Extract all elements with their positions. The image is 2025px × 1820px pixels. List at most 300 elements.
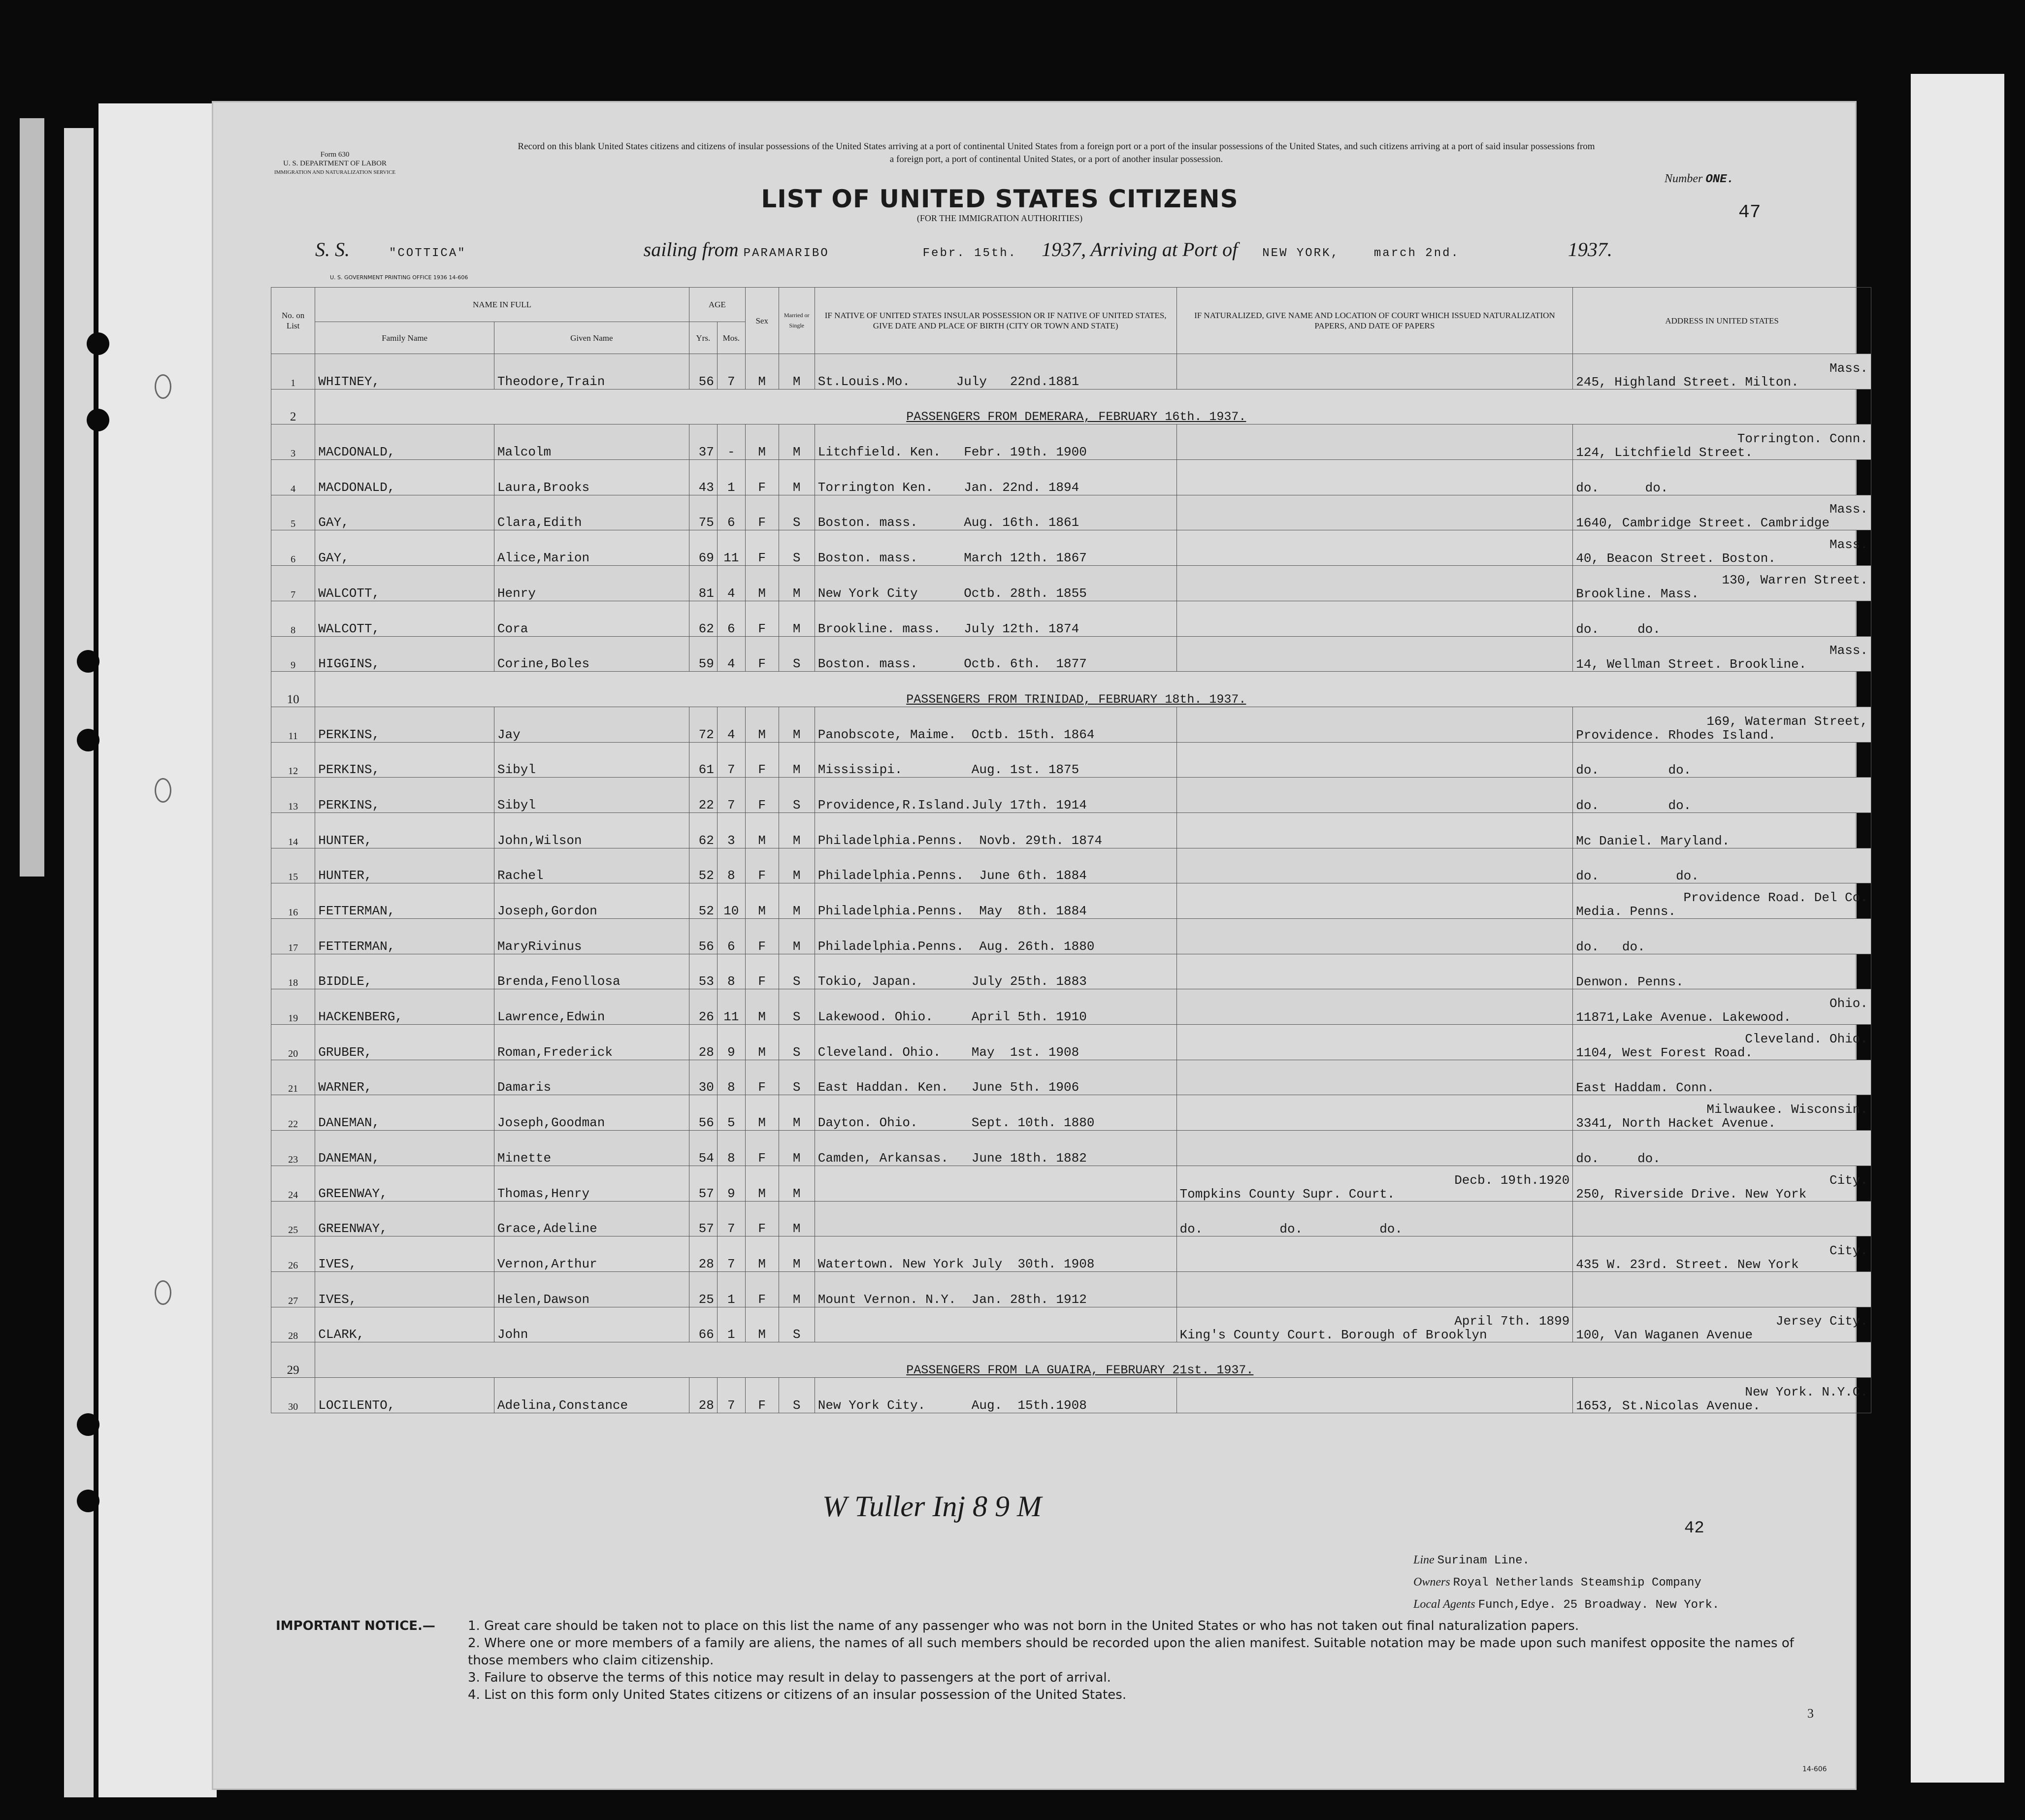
table-row <box>271 1060 1871 1095</box>
manifest-sheet <box>212 101 1868 1790</box>
address <box>1573 1166 1871 1201</box>
address <box>1573 1307 1871 1342</box>
marital-status: M <box>779 566 815 601</box>
naturalization-info <box>1176 812 1573 848</box>
marital-status: S <box>779 989 815 1025</box>
table-row <box>271 1025 1871 1060</box>
age-years: 62 <box>689 812 717 848</box>
table-row <box>271 601 1871 636</box>
family-name: PERKINS, <box>315 742 494 778</box>
birth-info <box>815 1201 1176 1236</box>
address <box>1573 601 1871 636</box>
port-from: PARAMARIBO <box>743 247 829 260</box>
given-name: Theodore,Train <box>494 354 689 390</box>
marital-status: S <box>779 954 815 989</box>
family-name: LOCILENTO, <box>315 1377 494 1413</box>
number-label: Number <box>1665 172 1703 185</box>
naturalization-info <box>1176 530 1573 566</box>
family-name: GAY, <box>315 495 494 530</box>
birth-info: Philadelphia.Penns. May 8th. 1884 <box>815 883 1176 919</box>
header-sex: Sex <box>745 288 779 354</box>
given-name: Henry <box>494 566 689 601</box>
section-heading: PASSENGERS FROM DEMERARA, FEBRUARY 16th. 1937. <box>315 389 1871 424</box>
marital-status: S <box>779 1307 815 1342</box>
birth-info: Dayton. Ohio. Sept. 10th. 1880 <box>815 1095 1176 1131</box>
sex: M <box>745 707 779 742</box>
page-mark: 42 <box>1684 1519 1704 1538</box>
address-line-2: do. do. <box>1576 869 1699 883</box>
marital-status: M <box>779 707 815 742</box>
marital-status: M <box>779 883 815 919</box>
address <box>1573 1025 1871 1060</box>
age-months: 7 <box>717 354 745 390</box>
family-name: FETTERMAN, <box>315 919 494 954</box>
corner-mark: 3 <box>1807 1706 1814 1721</box>
birth-info: Providence,R.Island.July 17th. 1914 <box>815 778 1176 813</box>
age-months: 4 <box>717 707 745 742</box>
sex: M <box>745 989 779 1025</box>
year-from: 1937 <box>1042 238 1081 260</box>
marital-status: M <box>779 1095 815 1131</box>
marital-status: M <box>779 1166 815 1201</box>
given-name: Laura,Brooks <box>494 460 689 495</box>
header-no: No. on List <box>271 288 315 354</box>
naturalization-info <box>1176 1131 1573 1166</box>
address-line-1: Mass. <box>1829 643 1868 658</box>
owners-field <box>1413 1576 1701 1590</box>
address-line-2: do. do. <box>1576 621 1661 636</box>
row-number: 8 <box>271 601 315 636</box>
age-years: 57 <box>689 1166 717 1201</box>
family-name: PERKINS, <box>315 778 494 813</box>
age-months: 9 <box>717 1166 745 1201</box>
address-line-1: Torrington. Conn. <box>1737 431 1868 447</box>
address-line-1: Milwaukee. Wisconsin. <box>1706 1102 1868 1117</box>
marital-status: M <box>779 1131 815 1166</box>
address-line-2: Providence. Rhodes Island. <box>1576 727 1776 743</box>
port-to: NEW YORK, <box>1262 247 1339 260</box>
address <box>1573 707 1871 742</box>
family-name: MACDONALD, <box>315 460 494 495</box>
arriving-label: Arriving at Port of <box>1090 238 1238 260</box>
age-months: 3 <box>717 812 745 848</box>
header-family: Family Name <box>315 322 494 354</box>
naturalization-info <box>1176 883 1573 919</box>
binder-edge-left <box>20 118 44 877</box>
given-name: Lawrence,Edwin <box>494 989 689 1025</box>
binder-margin <box>98 103 217 1797</box>
birth-info: St.Louis.Mo. July 22nd.1881 <box>815 354 1176 390</box>
family-name: BIDDLE, <box>315 954 494 989</box>
address-line-1: City. <box>1829 1243 1868 1258</box>
header-naturalized: IF NATURALIZED, GIVE NAME AND LOCATION OF COURT WHICH ISSUED NATURALIZATION PAPERS, AND DATE OF PAPERS <box>1176 288 1573 354</box>
notice-heading: IMPORTANT NOTICE.— <box>276 1619 435 1633</box>
address <box>1573 495 1871 530</box>
address-line-2: 3341, North Hacket Avenue. <box>1576 1116 1776 1131</box>
naturalization-court: Tompkins County Supr. Court. <box>1179 1186 1395 1201</box>
given-name: Sibyl <box>494 742 689 778</box>
sex: F <box>745 1060 779 1095</box>
given-name: Grace,Adeline <box>494 1201 689 1236</box>
table-row <box>271 919 1871 954</box>
naturalization-info <box>1176 989 1573 1025</box>
address <box>1573 1236 1871 1272</box>
family-name: WARNER, <box>315 1060 494 1095</box>
given-name: Jay <box>494 707 689 742</box>
age-years: 61 <box>689 742 717 778</box>
ship-name: "COTTICA" <box>389 247 466 260</box>
family-name: HIGGINS, <box>315 636 494 672</box>
row-number: 7 <box>271 566 315 601</box>
age-months: 4 <box>717 636 745 672</box>
address <box>1573 848 1871 883</box>
birth-info: Boston. mass. Octb. 6th. 1877 <box>815 636 1176 672</box>
family-name: WHITNEY, <box>315 354 494 390</box>
section-heading: PASSENGERS FROM LA GUAIRA, FEBRUARY 21st. 1937. <box>315 1342 1871 1378</box>
given-name: Roman,Frederick <box>494 1025 689 1060</box>
age-months: 1 <box>717 1307 745 1342</box>
punch-hole <box>87 332 109 355</box>
voyage-line: S. S. "COTTICA" sailing from PARAMARIBO Febr. 15th. 1937, Arriving at Port of NEW YORK, march 2nd. 1937. <box>315 238 1612 260</box>
address-line-2: 435 W. 23rd. Street. New York <box>1576 1257 1799 1272</box>
sex: F <box>745 778 779 813</box>
line-field <box>1413 1554 1530 1567</box>
marital-status: M <box>779 742 815 778</box>
punch-hole <box>77 729 99 751</box>
address <box>1573 1095 1871 1131</box>
marital-status: M <box>779 919 815 954</box>
address-line-2: 1640, Cambridge Street. Cambridge <box>1576 516 1830 530</box>
marital-status: M <box>779 1236 815 1272</box>
family-name: HUNTER, <box>315 812 494 848</box>
sex: F <box>745 1201 779 1236</box>
family-name: CLARK, <box>315 1307 494 1342</box>
age-months: 7 <box>717 1236 745 1272</box>
address-line-2: 124, Litchfield Street. <box>1576 445 1753 460</box>
table-row <box>271 742 1871 778</box>
marital-status: S <box>779 530 815 566</box>
birth-info: Mississipi. Aug. 1st. 1875 <box>815 742 1176 778</box>
age-years: 81 <box>689 566 717 601</box>
birth-info: Litchfield. Ken. Febr. 19th. 1900 <box>815 424 1176 460</box>
naturalization-info <box>1176 1095 1573 1131</box>
header-yrs: Yrs. <box>689 322 717 354</box>
age-years: 62 <box>689 601 717 636</box>
sex: M <box>745 566 779 601</box>
age-years: 72 <box>689 707 717 742</box>
sex: F <box>745 1377 779 1413</box>
age-months: 8 <box>717 1131 745 1166</box>
age-months: 11 <box>717 530 745 566</box>
naturalization-court: King's County Court. Borough of Brooklyn <box>1179 1328 1487 1342</box>
address <box>1573 354 1871 390</box>
family-name: HUNTER, <box>315 848 494 883</box>
naturalization-info <box>1176 1377 1573 1413</box>
table-row <box>271 883 1871 919</box>
family-name: GAY, <box>315 530 494 566</box>
age-years: 30 <box>689 1060 717 1095</box>
row-number: 21 <box>271 1060 315 1095</box>
address-line-2: Denwon. Penns. <box>1576 975 1684 989</box>
age-years: 53 <box>689 954 717 989</box>
sex: M <box>745 1236 779 1272</box>
marital-status: S <box>779 778 815 813</box>
birth-info: Torrington Ken. Jan. 22nd. 1894 <box>815 460 1176 495</box>
naturalization-court: do. do. do. <box>1179 1222 1403 1236</box>
row-number: 13 <box>271 778 315 813</box>
age-years: 28 <box>689 1236 717 1272</box>
row-number: 3 <box>271 424 315 460</box>
birth-info <box>815 1166 1176 1201</box>
age-months: 1 <box>717 1271 745 1307</box>
page-number: 47 <box>1738 202 1761 223</box>
address-line-2: 250, Riverside Drive. New York <box>1576 1186 1807 1201</box>
address-line-2: do. do. <box>1576 480 1668 495</box>
sex: F <box>745 460 779 495</box>
table-row <box>271 1131 1871 1166</box>
family-name: PERKINS, <box>315 707 494 742</box>
row-number: 29 <box>271 1342 315 1378</box>
form-number: Form 630 <box>320 151 350 159</box>
line-label: Line <box>1413 1554 1435 1566</box>
address <box>1573 1060 1871 1095</box>
age-months: 4 <box>717 566 745 601</box>
marital-status: S <box>779 636 815 672</box>
section-heading: PASSENGERS FROM TRINIDAD, FEBRUARY 18th. 1937. <box>315 672 1871 707</box>
address-line-1: New York. N.Y.C. <box>1745 1384 1868 1399</box>
birth-info: Boston. mass. March 12th. 1867 <box>815 530 1176 566</box>
naturalization-info <box>1176 954 1573 989</box>
birth-info: Philadelphia.Penns. Aug. 26th. 1880 <box>815 919 1176 954</box>
header-married: Married or Single <box>779 288 815 354</box>
birth-info: Panobscote, Maime. Octb. 15th. 1864 <box>815 707 1176 742</box>
given-name: John <box>494 1307 689 1342</box>
age-months: 7 <box>717 1377 745 1413</box>
age-years: 28 <box>689 1377 717 1413</box>
header-address: ADDRESS IN UNITED STATES <box>1573 288 1871 354</box>
address-line-1: City. <box>1829 1172 1868 1188</box>
address-line-2: do. do. <box>1576 763 1692 778</box>
naturalization-date: April 7th. 1899 <box>1454 1314 1570 1329</box>
naturalization-info <box>1176 1060 1573 1095</box>
table-row <box>271 989 1871 1025</box>
row-number: 11 <box>271 707 315 742</box>
section-row <box>271 389 1871 424</box>
row-number: 18 <box>271 954 315 989</box>
family-name: GREENWAY, <box>315 1201 494 1236</box>
marital-status: M <box>779 601 815 636</box>
age-months: 9 <box>717 1025 745 1060</box>
sex: M <box>745 1307 779 1342</box>
punch-hole <box>77 650 99 673</box>
ss-label: S. S. <box>315 238 350 260</box>
naturalization-info <box>1176 495 1573 530</box>
naturalization-info <box>1176 1307 1573 1342</box>
birth-info: New York City Octb. 28th. 1855 <box>815 566 1176 601</box>
age-months: 11 <box>717 989 745 1025</box>
naturalization-info <box>1176 566 1573 601</box>
address <box>1573 954 1871 989</box>
sex: F <box>745 848 779 883</box>
table-row <box>271 954 1871 989</box>
address-line-2: 1653, St.Nicolas Avenue. <box>1576 1398 1761 1413</box>
address <box>1573 1271 1871 1307</box>
age-years: 56 <box>689 919 717 954</box>
birth-info: Cleveland. Ohio. May 1st. 1908 <box>815 1025 1176 1060</box>
address-line-2: Mc Daniel. Maryland. <box>1576 833 1730 848</box>
naturalization-info <box>1176 460 1573 495</box>
address-line-2: 100, Van Waganen Avenue <box>1576 1328 1753 1342</box>
birth-info: Watertown. New York July 30th. 1908 <box>815 1236 1176 1272</box>
age-years: 69 <box>689 530 717 566</box>
address <box>1573 566 1871 601</box>
handwritten-signature: W Tuller Inj 8 9 M <box>822 1490 1042 1523</box>
binder-ring-hole <box>155 1280 171 1305</box>
family-name: MACDONALD, <box>315 424 494 460</box>
address-line-2: 11871,Lake Avenue. Lakewood. <box>1576 1010 1792 1025</box>
birth-info: Brookline. mass. July 12th. 1874 <box>815 601 1176 636</box>
header-name-in-full: NAME IN FULL <box>315 288 689 322</box>
address <box>1573 742 1871 778</box>
sailing-label: sailing from <box>643 238 739 260</box>
naturalization-info <box>1176 1201 1573 1236</box>
given-name: Joseph,Gordon <box>494 883 689 919</box>
age-months: 7 <box>717 742 745 778</box>
age-years: 22 <box>689 778 717 813</box>
table-row <box>271 1166 1871 1201</box>
notice-item: 1. Great care should be taken not to place on this list the name of any passenger who was not born in the United States or who has not taken out final naturalization papers. <box>468 1619 1579 1633</box>
birth-info: Philadelphia.Penns. June 6th. 1884 <box>815 848 1176 883</box>
birth-info <box>815 1307 1176 1342</box>
row-number: 5 <box>271 495 315 530</box>
row-number: 16 <box>271 883 315 919</box>
sex: F <box>745 742 779 778</box>
binder-edge-strip <box>64 128 94 1797</box>
age-years: 57 <box>689 1201 717 1236</box>
family-name: GRUBER, <box>315 1025 494 1060</box>
row-number: 15 <box>271 848 315 883</box>
sex: M <box>745 1166 779 1201</box>
address <box>1573 1131 1871 1166</box>
row-number: 17 <box>271 919 315 954</box>
address-line-1: Jersey City. <box>1775 1314 1868 1329</box>
section-row <box>271 1342 1871 1378</box>
header-mos: Mos. <box>717 322 745 354</box>
naturalization-info <box>1176 848 1573 883</box>
birth-info: Mount Vernon. N.Y. Jan. 28th. 1912 <box>815 1271 1176 1307</box>
age-years: 66 <box>689 1307 717 1342</box>
marital-status: M <box>779 848 815 883</box>
given-name: Sibyl <box>494 778 689 813</box>
printing-note: U. S. GOVERNMENT PRINTING OFFICE 1936 14-606 <box>330 274 468 281</box>
punch-hole <box>77 1413 99 1436</box>
sex: M <box>745 1025 779 1060</box>
naturalization-info <box>1176 1166 1573 1201</box>
row-number: 25 <box>271 1201 315 1236</box>
age-months: 7 <box>717 778 745 813</box>
address-line-2: 40, Beacon Street. Boston. <box>1576 551 1776 566</box>
given-name: Clara,Edith <box>494 495 689 530</box>
age-years: 43 <box>689 460 717 495</box>
sex: M <box>745 812 779 848</box>
age-years: 37 <box>689 424 717 460</box>
agents-field <box>1413 1598 1719 1612</box>
age-months: 8 <box>717 954 745 989</box>
marital-status: M <box>779 424 815 460</box>
table-row <box>271 636 1871 672</box>
row-number: 20 <box>271 1025 315 1060</box>
age-months: 8 <box>717 848 745 883</box>
age-years: 56 <box>689 1095 717 1131</box>
row-number: 23 <box>271 1131 315 1166</box>
age-months: 6 <box>717 495 745 530</box>
line-value: Surinam Line. <box>1437 1554 1530 1567</box>
row-number: 6 <box>271 530 315 566</box>
owners-label: Owners <box>1413 1576 1450 1589</box>
age-months: 1 <box>717 460 745 495</box>
row-number: 26 <box>271 1236 315 1272</box>
address-line-1: 130, Warren Street. <box>1722 572 1868 587</box>
date-from: Febr. 15th. <box>922 247 1017 260</box>
age-years: 52 <box>689 883 717 919</box>
row-number: 19 <box>271 989 315 1025</box>
family-name: IVES, <box>315 1271 494 1307</box>
row-number: 14 <box>271 812 315 848</box>
notice-item: 2. Where one or more members of a family are aliens, the names of all such members should be recorded upon the alien manifest. Suitable notation may be made upon such manifest opposite the names of those members who claim citizenship. <box>468 1636 1794 1668</box>
family-name: HACKENBERG, <box>315 989 494 1025</box>
address <box>1573 530 1871 566</box>
table-row <box>271 460 1871 495</box>
header-age: AGE <box>689 288 745 322</box>
notice-item: 4. List on this form only United States citizens or citizens of an insular possession of the United States. <box>468 1688 1127 1702</box>
given-name: Brenda,Fenollosa <box>494 954 689 989</box>
table-row <box>271 495 1871 530</box>
address <box>1573 1377 1871 1413</box>
table-row <box>271 812 1871 848</box>
age-months: 6 <box>717 919 745 954</box>
age-years: 59 <box>689 636 717 672</box>
row-number: 22 <box>271 1095 315 1131</box>
citizens-table <box>271 287 1871 1413</box>
sex: F <box>745 495 779 530</box>
family-name: IVES, <box>315 1236 494 1272</box>
row-number: 1 <box>271 354 315 390</box>
age-years: 56 <box>689 354 717 390</box>
age-months: 10 <box>717 883 745 919</box>
given-name: Rachel <box>494 848 689 883</box>
address-line-2: do. do. <box>1576 939 1645 954</box>
table-row <box>271 566 1871 601</box>
age-months: 8 <box>717 1060 745 1095</box>
agents-value: Funch,Edye. 25 Broadway. New York. <box>1478 1598 1720 1612</box>
given-name: Malcolm <box>494 424 689 460</box>
address-line-2: Media. Penns. <box>1576 904 1676 919</box>
header-given: Given Name <box>494 322 689 354</box>
row-number: 12 <box>271 742 315 778</box>
address-line-1: Cleveland. Ohio. <box>1745 1031 1868 1046</box>
naturalization-info <box>1176 742 1573 778</box>
binder-ring-hole <box>155 778 171 803</box>
age-years: 52 <box>689 848 717 883</box>
sex: F <box>745 1131 779 1166</box>
sex: F <box>745 954 779 989</box>
address <box>1573 778 1871 813</box>
marital-status: M <box>779 812 815 848</box>
number-value: ONE. <box>1705 173 1734 186</box>
given-name: Helen,Dawson <box>494 1271 689 1307</box>
naturalization-info <box>1176 424 1573 460</box>
page-subtitle: (FOR THE IMMIGRATION AUTHORITIES) <box>916 213 1083 223</box>
